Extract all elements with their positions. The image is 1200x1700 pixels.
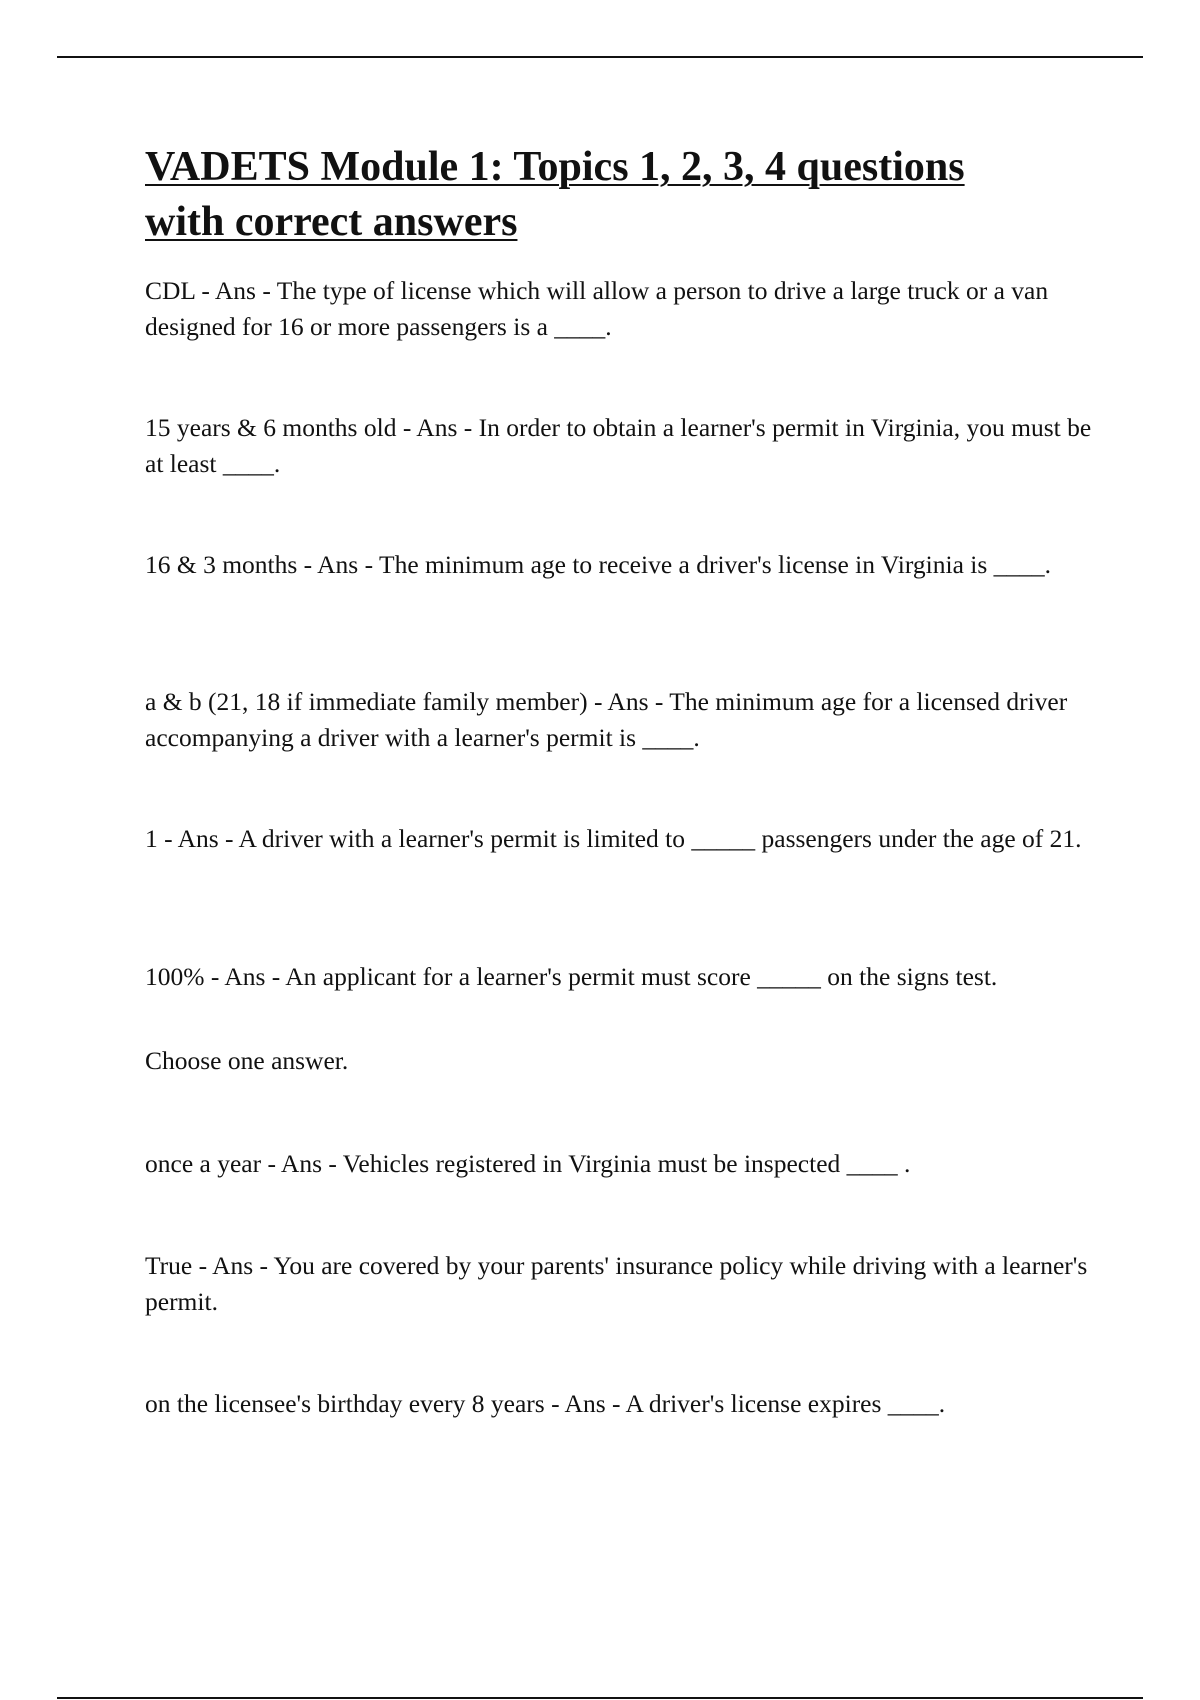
choose-one-answer-note: Choose one answer. (145, 1046, 349, 1075)
qa-entry-accompanying-driver-age: a & b (21, 18 if immediate family member) - Ans - The minimum age for a licensed driver accompanying a driver with a learner's permit is ____. (145, 687, 1068, 752)
header-rule (57, 56, 1143, 58)
qa-entry-vehicle-inspection: once a year - Ans - Vehicles registered in Virginia must be inspected ____ . (145, 1149, 911, 1178)
qa-entry-signs-test-score: 100% - Ans - An applicant for a learner's permit must score _____ on the signs test. (145, 962, 998, 991)
qa-entry-insurance-coverage: True - Ans - You are covered by your parents' insurance policy while driving with a learner's permit. (145, 1251, 1088, 1316)
qa-entry-passenger-limit: 1 - Ans - A driver with a learner's permit is limited to _____ passengers under the age of 21. (145, 824, 1082, 853)
qa-entry-cdl: CDL - Ans - The type of license which will allow a person to drive a large truck or a van designed for 16 or more passengers is a ____. (145, 276, 1049, 341)
qa-entry-license-expiration: on the licensee's birthday every 8 years - Ans - A driver's license expires ____. (145, 1389, 946, 1418)
title-line-1: VADETS Module 1: Topics 1, 2, 3, 4 questions (145, 144, 965, 190)
title-line-2: with correct answers (145, 199, 518, 245)
document-body (145, 140, 1105, 1418)
footer-rule (57, 1697, 1143, 1699)
qa-entry-learners-permit-age: 15 years & 6 months old - Ans - In order to obtain a learner's permit in Virginia, you must be at least ____. (145, 413, 1092, 478)
qa-entry-license-min-age: 16 & 3 months - Ans - The minimum age to receive a driver's license in Virginia is ____. (145, 550, 1052, 579)
document-title (145, 140, 1105, 250)
